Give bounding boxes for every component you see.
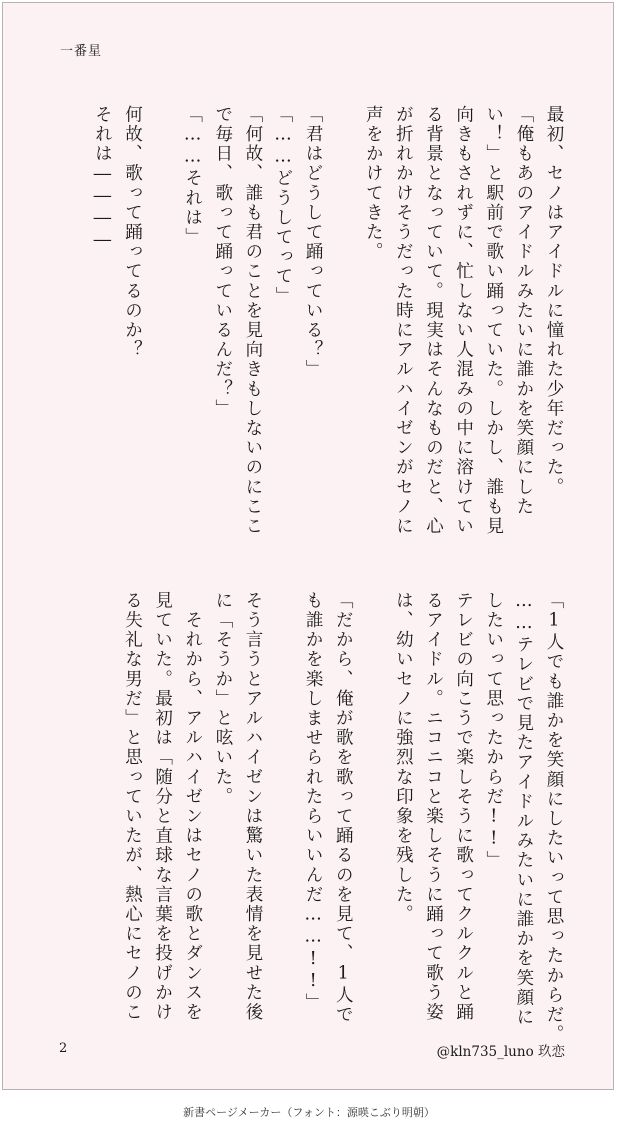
text-column: で毎日、歌って踊っているんだ？」: [212, 105, 233, 419]
book-page: [2, 2, 614, 1090]
chapter-title: 一番星: [60, 44, 103, 59]
text-column: るアイドル。ニコニコと楽しそうに踊って歌う姿: [423, 591, 444, 1023]
text-column: 「君はどうして踊っている？」: [303, 105, 324, 380]
text-column: る失礼な男だ」と思っていたが、熱心にセノのこ: [122, 591, 143, 1023]
text-column: も誰かを楽しませられたらいいんだ……!!」: [303, 591, 324, 1013]
text-column: い！」と駅前で歌い踊っていた。しかし、誰も見: [483, 105, 504, 537]
text-column: 向きもされずに、忙しない人混みの中に溶けてい: [453, 105, 474, 537]
text-column: 「……どうしてって」: [273, 105, 293, 306]
text-column: 「何故、誰も君のことを見向きもしないのにここ: [242, 105, 263, 537]
text-column: テレビの向こうで楽しそうに歌ってクルクルと踊: [453, 591, 474, 1023]
text-column: 最初、セノはアイドルに憧れた少年だった。: [544, 105, 564, 497]
text-column: 「1人でも誰かを笑顔にしたいって思ったからだ。: [544, 591, 564, 1045]
text-column: が折れかけそうだった時にアルハイゼンがセノに: [393, 105, 414, 537]
text-column: 「……それは」: [182, 105, 203, 248]
text-column: したいって思ったからだ!!」: [483, 591, 504, 871]
text-column: [149, 105, 176, 597]
text-block-bottom: [118, 591, 567, 1045]
page-number: 2: [59, 1041, 68, 1056]
author-handle: @kln735_luno 玖恋: [436, 1044, 565, 1060]
text-column: 「俺もあのアイドルみたいに誰かを笑顔にした: [513, 105, 534, 517]
text-column: 「だから、俺が歌を歌って踊るのを見て、1人で: [333, 591, 354, 1025]
text-column: 声をかけてきた。: [363, 105, 384, 262]
text-column: 見ていた。最初は「随分と直球な言葉を投げかけ: [152, 591, 173, 1023]
text-column: それは――――: [92, 105, 113, 253]
text-column: ……テレビで見たアイドルみたいに誰かを笑顔に: [513, 591, 534, 1028]
generator-credit: 新書ページメーカー（フォント：源暎こぶり明朝）: [183, 1106, 435, 1119]
text-column: [359, 591, 386, 999]
text-column: 何故、歌って踊ってるのか？: [122, 105, 143, 360]
text-column: そう言うとアルハイゼンは驚いた表情を見せた後: [243, 591, 263, 1023]
text-column: る背景となっていて。現実はそんなものだと、心: [423, 105, 444, 537]
text-column: は、幼いセノに強烈な印象を残した。: [393, 591, 414, 925]
text-column: に「そうか」と呟いた。: [212, 591, 233, 807]
text-block-top: [88, 105, 567, 597]
text-column: [269, 591, 296, 999]
text-column: [329, 105, 356, 597]
text-column: それから、アルハイゼンはセノの歌とダンスを: [182, 591, 203, 1023]
